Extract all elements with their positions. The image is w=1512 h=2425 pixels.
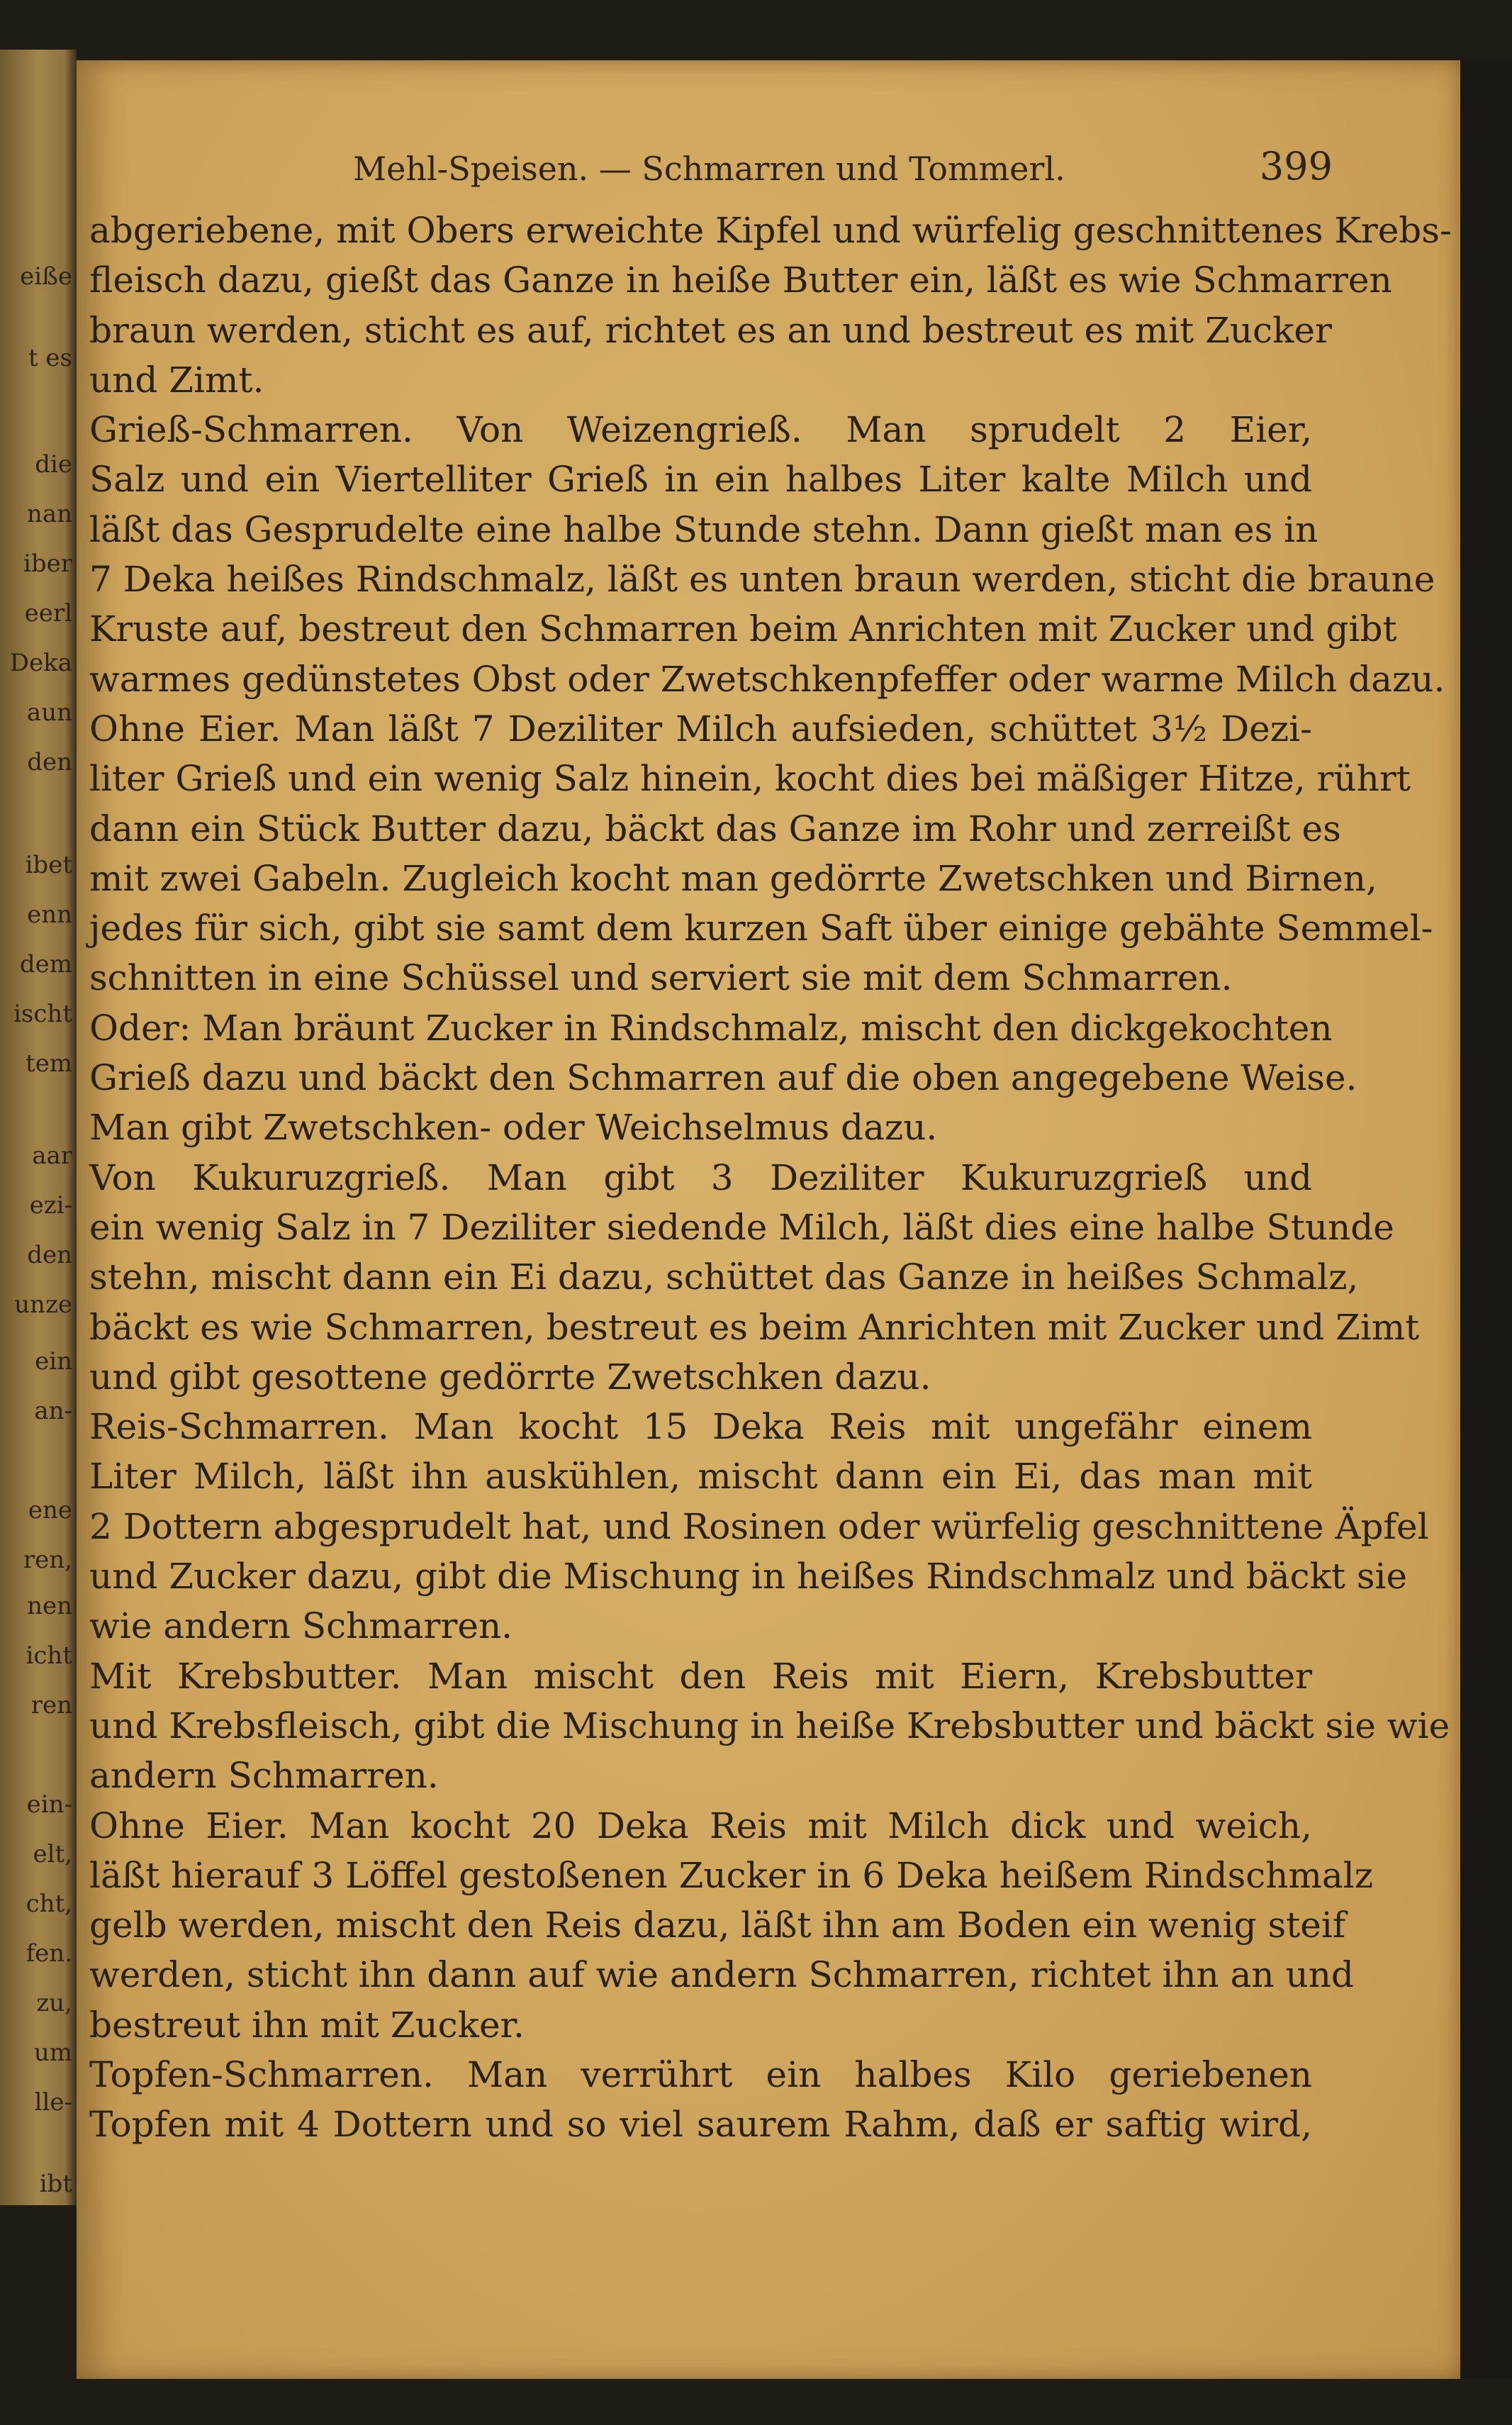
prev-page-fragment: elt, xyxy=(33,1840,72,1868)
prev-page-fragment: ibt xyxy=(39,2170,72,2198)
section-heading-line: Grieß-Schmarren. Von Weizengrieß. Man sprudelt 2 Eier, xyxy=(89,409,1312,451)
text-line: Salz und ein Viertelliter Grieß in ein halbes Liter kalte Milch und xyxy=(89,459,1312,501)
prev-page-fragment: Deka xyxy=(9,649,72,677)
text-line: Oder: Man bräunt Zucker in Rindschmalz, mischt den dickgekochten xyxy=(89,1007,1333,1049)
text-line: fleisch dazu, gießt das Ganze in heiße Butter ein, läßt es wie Schmarren xyxy=(89,260,1392,301)
text-line: und Zimt. xyxy=(89,359,264,401)
prev-page-fragment: den xyxy=(27,748,72,776)
text-line: werden, sticht ihn dann auf wie andern Schmarren, richtet ihn an und xyxy=(89,1954,1354,1996)
prev-page-fragment: an- xyxy=(34,1397,72,1425)
prev-page-fragment: eerl xyxy=(24,599,72,628)
text-line: Topfen mit 4 Dottern und so viel saurem Rahm, daß er saftig wird, xyxy=(89,2104,1312,2146)
prev-page-fragment: aar xyxy=(32,1142,72,1170)
prev-page-fragment: ene xyxy=(28,1496,72,1524)
text-line: gelb werden, mischt den Reis dazu, läßt ihn am Boden ein wenig steif xyxy=(89,1905,1346,1946)
prev-page-fragment: ibet xyxy=(25,851,72,879)
section-heading-line: Topfen-Schmarren. Man verrührt ein halbes Kilo geriebenen xyxy=(89,2053,1312,2095)
text-line: liter Grieß und ein wenig Salz hinein, kocht dies bei mäßiger Hitze, rührt xyxy=(89,758,1411,800)
body-text xyxy=(89,206,1452,2150)
scan-dark-edge xyxy=(1460,60,1512,2379)
prev-page-fragment: ren xyxy=(30,1691,72,1719)
prev-page-fragment: den xyxy=(27,1241,72,1269)
prev-page-fragment: die xyxy=(35,450,72,479)
text-line: bestreut ihn mit Zucker. xyxy=(89,2004,525,2046)
text-line: und Krebsfleisch, gibt die Mischung in heiße Krebsbutter und bäckt sie wie xyxy=(89,1705,1450,1746)
text-line: Von Kukuruzgrieß. Man gibt 3 Deziliter Kukuruzgrieß und xyxy=(89,1156,1312,1198)
text-line: Mit Krebsbutter. Man mischt den Reis mit Eiern, Krebsbutter xyxy=(89,1655,1312,1697)
text-line: dann ein Stück Butter dazu, bäckt das Ganze im Rohr und zerreißt es xyxy=(89,808,1341,849)
previous-page-edge xyxy=(0,50,77,2205)
prev-page-fragment: iber xyxy=(23,550,72,578)
prev-page-fragment: nan xyxy=(26,500,72,528)
prev-page-fragment: cht, xyxy=(26,1890,72,1918)
text-line: und Zucker dazu, gibt die Mischung in heißes Rindschmalz und bäckt sie xyxy=(89,1556,1408,1598)
prev-page-fragment: lle- xyxy=(34,2088,72,2117)
prev-page-fragment: fen. xyxy=(26,1939,72,1968)
text-line: braun werden, sticht es auf, richtet es an und bestreut es mit Zucker xyxy=(89,309,1332,351)
prev-page-fragment: ein xyxy=(35,1347,72,1376)
prev-page-fragment: ren, xyxy=(23,1546,72,1574)
text-line: stehn, mischt dann ein Ei dazu, schüttet das Ganze in heißes Schmalz, xyxy=(89,1256,1359,1298)
prev-page-fragment: ischt xyxy=(13,1000,72,1028)
text-line: 2 Dottern abgesprudelt hat, und Rosinen oder würfelig geschnittene Äpfel xyxy=(89,1505,1429,1547)
prev-page-fragment: eiße xyxy=(20,262,72,291)
prev-page-fragment: nen xyxy=(27,1592,72,1620)
text-line: Ohne Eier. Man kocht 20 Deka Reis mit Milch dick und weich, xyxy=(89,1805,1312,1846)
prev-page-fragment: icht xyxy=(26,1641,72,1670)
text-line: Man gibt Zwetschken- oder Weichselmus dazu. xyxy=(89,1107,938,1149)
text-line: Liter Milch, läßt ihn auskühlen, mischt dann ein Ei, das man mit xyxy=(89,1456,1312,1498)
prev-page-fragment: t es xyxy=(28,344,72,372)
book-page xyxy=(77,60,1460,2379)
prev-page-fragment: um xyxy=(33,2039,72,2067)
text-line: Grieß dazu und bäckt den Schmarren auf die oben angegebene Weise. xyxy=(89,1057,1357,1099)
text-line: Kruste auf, bestreut den Schmarren beim Anrichten mit Zucker und gibt xyxy=(89,608,1397,650)
prev-page-fragment: ein- xyxy=(26,1790,72,1819)
text-line: Ohne Eier. Man läßt 7 Deziliter Milch aufsieden, schüttet 3½ Dezi- xyxy=(89,708,1312,749)
text-line: läßt hierauf 3 Löffel gestoßenen Zucker in 6 Deka heißem Rindschmalz xyxy=(89,1854,1374,1896)
prev-page-fragment: dem xyxy=(19,950,72,979)
text-line: 7 Deka heißes Rindschmalz, läßt es unten braun werden, sticht die braune xyxy=(89,559,1435,601)
text-line: bäckt es wie Schmarren, bestreut es beim Anrichten mit Zucker und Zimt xyxy=(89,1306,1420,1348)
section-heading-line: Reis-Schmarren. Man kocht 15 Deka Reis mit ungefähr einem xyxy=(89,1406,1312,1448)
text-line: schnitten in eine Schüssel und serviert sie mit dem Schmarren. xyxy=(89,957,1233,999)
text-line: jedes für sich, gibt sie samt dem kurzen Saft über einige gebähte Semmel- xyxy=(89,908,1433,949)
text-line: läßt das Gesprudelte eine halbe Stunde stehn. Dann gießt man es in xyxy=(89,508,1318,550)
prev-page-fragment: aun xyxy=(26,698,72,727)
text-line: abgeriebene, mit Obers erweichte Kipfel und würfelig geschnittenes Krebs- xyxy=(89,210,1452,251)
running-header: Mehl-Speisen. — Schmarren und Tommerl. xyxy=(353,150,1065,188)
prev-page-fragment: zu, xyxy=(36,1989,72,2017)
text-line: und gibt gesottene gedörrte Zwetschken dazu. xyxy=(89,1356,931,1398)
prev-page-fragment: enn xyxy=(27,901,72,929)
text-line: wie andern Schmarren. xyxy=(89,1605,513,1647)
text-line: mit zwei Gabeln. Zugleich kocht man gedörrte Zwetschken und Birnen, xyxy=(89,857,1377,899)
page-number: 399 xyxy=(1259,144,1333,189)
prev-page-fragment: unze xyxy=(14,1290,72,1319)
text-line: andern Schmarren. xyxy=(89,1755,439,1797)
text-line: ein wenig Salz in 7 Deziliter siedende Milch, läßt dies eine halbe Stunde xyxy=(89,1206,1394,1248)
prev-page-fragment: tem xyxy=(25,1049,72,1078)
prev-page-fragment: ezi- xyxy=(29,1191,72,1220)
text-line: warmes gedünstetes Obst oder Zwetschkenpfeffer oder warme Milch dazu. xyxy=(89,658,1445,700)
